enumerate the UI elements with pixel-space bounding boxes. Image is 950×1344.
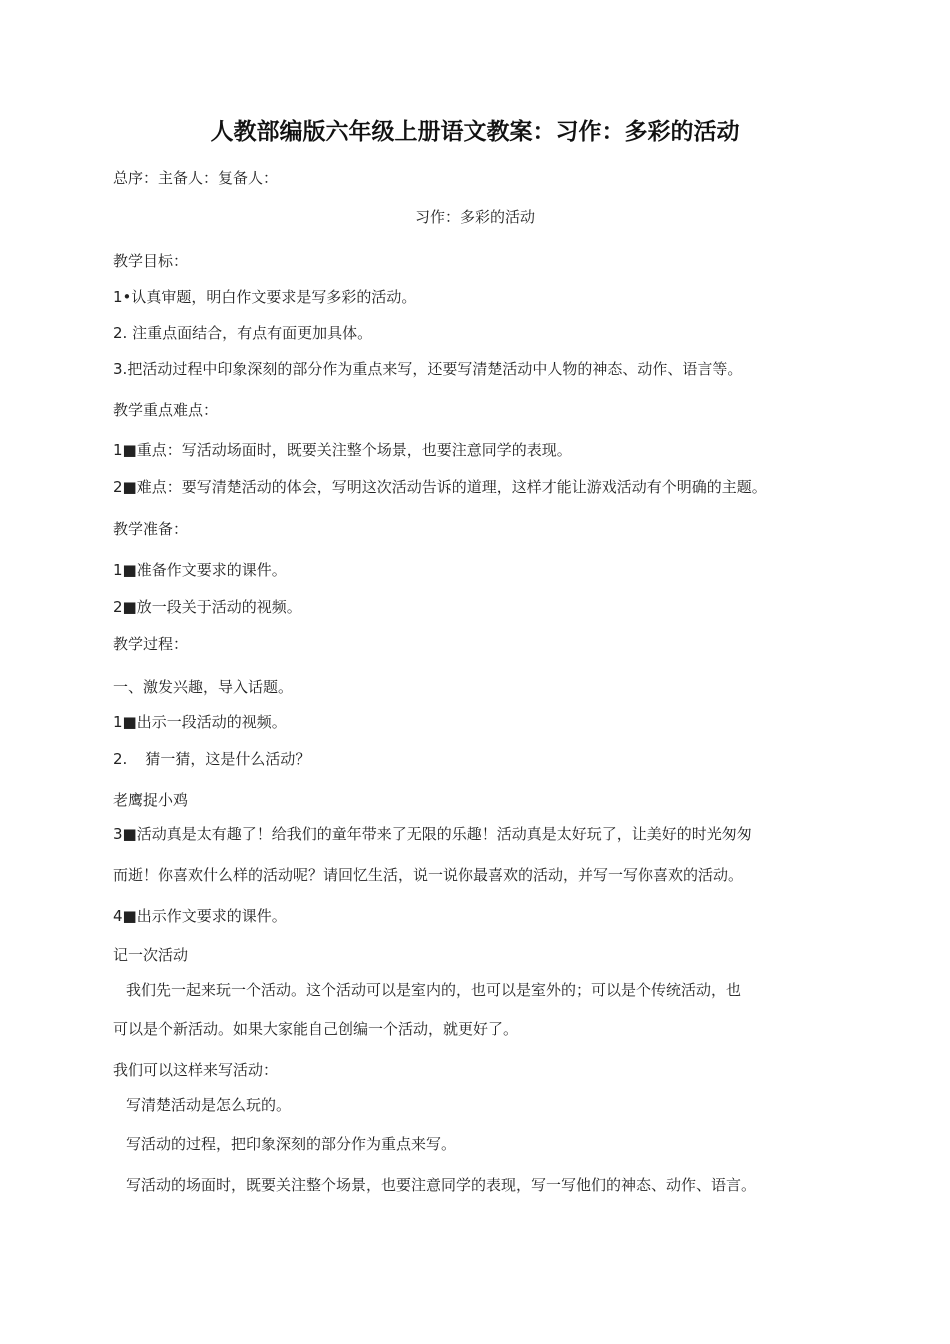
goal-number: 1•	[113, 288, 132, 306]
prep-item	[113, 597, 302, 617]
prep-text: 放一段关于活动的视频。	[136, 598, 302, 616]
keypoint-item	[113, 477, 767, 497]
step-number: 3■	[113, 825, 137, 843]
goal-text: 认真审题，明白作文要求是写多彩的活动。	[131, 288, 417, 306]
goal-text: 注重点面结合，有点有面更加具体。	[127, 324, 373, 342]
step-number: 4■	[113, 907, 137, 925]
document-title: 人教部编版六年级上册语文教案：习作：多彩的活动	[210, 119, 740, 145]
keypoint-text: 重点：写活动场面时，既要关注整个场景，也要注意同学的表现。	[136, 441, 572, 459]
step-number: 2.	[113, 750, 128, 768]
goal-number: 3.	[113, 360, 128, 378]
process-step	[113, 906, 287, 926]
goal-text: 把活动过程中印象深刻的部分作为重点来写，还要写清楚活动中人物的神态、动作、语言等。	[127, 360, 743, 378]
tip-item: 写清楚活动是怎么玩的。	[126, 1096, 292, 1114]
prep-item	[113, 560, 287, 580]
process-step	[113, 712, 287, 732]
goals-heading: 教学目标：	[113, 252, 189, 270]
step-continuation: 而逝！你喜欢什么样的活动呢？请回忆生活，说一说你最喜欢的活动，并写一写你喜欢的活动。	[113, 866, 744, 884]
keypoint-number: 2■	[113, 478, 137, 496]
step-text: 出示一段活动的视频。	[136, 713, 287, 731]
paragraph: 我们先一起来玩一个活动。这个活动可以是室内的，也可以是室外的；可以是个传统活动，也	[126, 981, 742, 999]
tip-item: 写活动的场面时，既要关注整个场景，也要注意同学的表现，写一写他们的神态、动作、语言。	[126, 1176, 757, 1194]
goal-number: 2.	[113, 324, 128, 342]
tip-item: 写活动的过程，把印象深刻的部分作为重点来写。	[126, 1135, 457, 1153]
record-title: 记一次活动	[113, 946, 189, 964]
answer-text: 老鹰捉小鸡	[113, 791, 189, 809]
process-heading: 教学过程：	[113, 635, 189, 653]
section-heading: 一、激发兴趣，导入话题。	[113, 678, 294, 696]
subtitle: 习作：多彩的活动	[414, 208, 535, 226]
goal-item	[113, 287, 416, 307]
paragraph-continuation: 可以是个新活动。如果大家能自己创编一个活动，就更好了。	[113, 1020, 519, 1038]
process-step	[113, 749, 310, 769]
step-text: 猜一猜，这是什么活动？	[145, 750, 311, 768]
prep-number: 1■	[113, 561, 137, 579]
step-number: 1■	[113, 713, 137, 731]
keypoints-heading: 教学重点难点：	[113, 401, 219, 419]
meta-line: 总序：主备人：复备人：	[113, 169, 279, 187]
prep-number: 2■	[113, 598, 137, 616]
process-step	[113, 824, 752, 844]
how-heading: 我们可以这样来写活动：	[113, 1061, 279, 1079]
goal-item	[113, 323, 372, 343]
step-text: 出示作文要求的课件。	[136, 907, 287, 925]
prep-heading: 教学准备：	[113, 520, 189, 538]
prep-text: 准备作文要求的课件。	[136, 561, 287, 579]
keypoint-number: 1■	[113, 441, 137, 459]
keypoint-text: 难点：要写清楚活动的体会，写明这次活动告诉的道理，这样才能让游戏活动有个明确的主题。	[136, 478, 767, 496]
keypoint-item	[113, 440, 572, 460]
goal-item	[113, 359, 742, 379]
step-text: 活动真是太有趣了！给我们的童年带来了无限的乐趣！活动真是太好玩了，让美好的时光匆匆	[136, 825, 752, 843]
